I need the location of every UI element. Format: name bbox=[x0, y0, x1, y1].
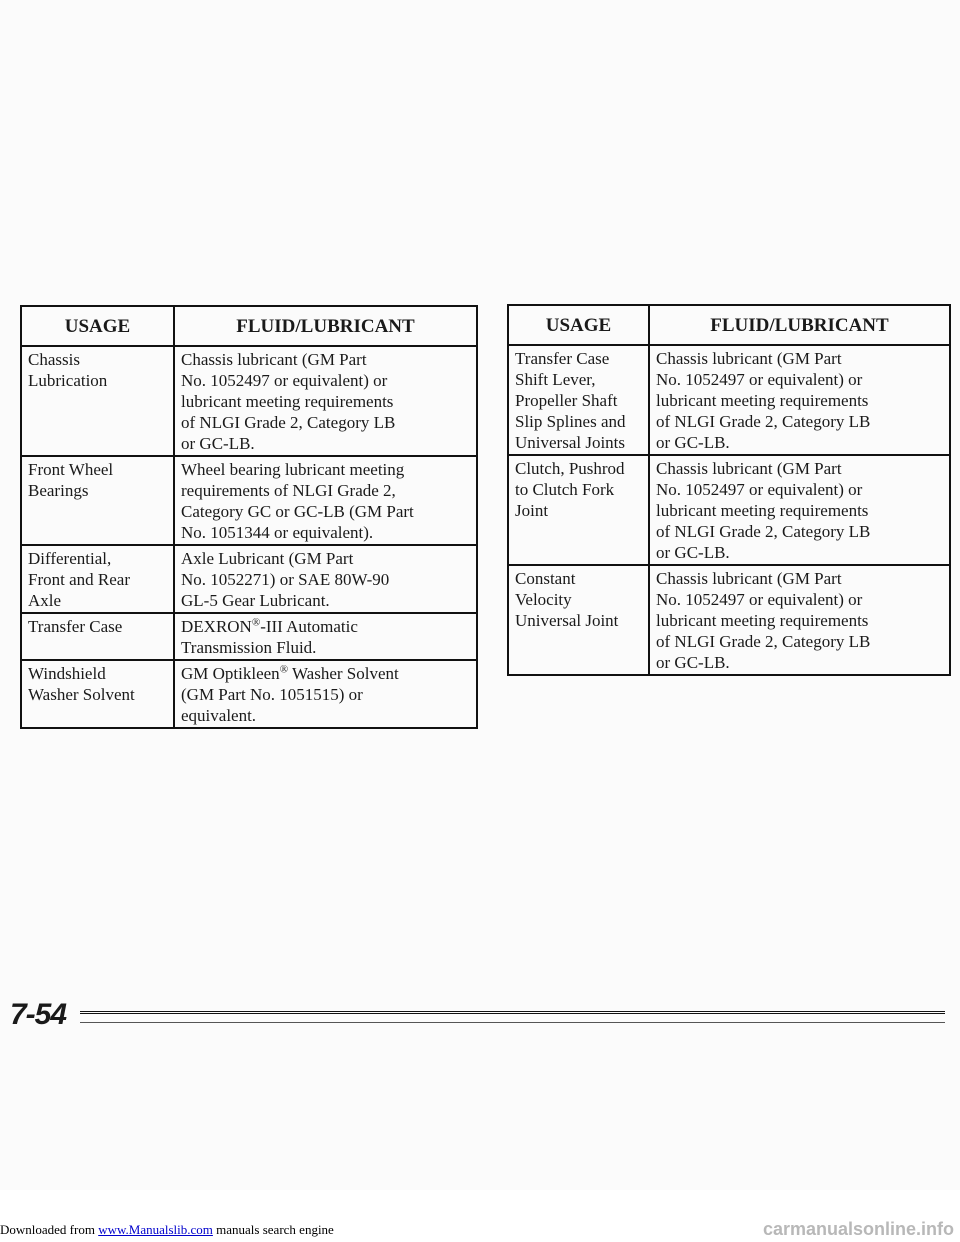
table-header-row bbox=[21, 306, 477, 346]
table-row bbox=[21, 545, 477, 613]
fluid-cell: Chassis lubricant (GM Part No. 1052497 or equivalent) or lubricant meeting requirements of NLGI Grade 2, Category LB or GC-LB. bbox=[649, 455, 950, 565]
banner-suffix: manuals search engine bbox=[212, 1222, 334, 1237]
registered-mark: ® bbox=[251, 616, 261, 629]
watermark: carmanualsonline.info bbox=[762, 1219, 954, 1239]
fluid-text-start: DEXRON bbox=[181, 617, 252, 636]
fluid-lubricant-header: FLUID/LUBRICANT bbox=[649, 305, 950, 345]
banner-prefix: Downloaded from bbox=[0, 1222, 99, 1237]
usage-cell: Differential, Front and Rear Axle bbox=[21, 545, 174, 613]
table-row bbox=[21, 613, 477, 660]
table-row bbox=[508, 565, 950, 675]
table-row bbox=[21, 346, 477, 456]
right-fluid-table bbox=[507, 304, 951, 676]
footer-rule-thin bbox=[80, 1022, 945, 1023]
page-number: 7-54 bbox=[10, 998, 67, 1031]
download-banner bbox=[0, 1222, 334, 1238]
table-row bbox=[508, 455, 950, 565]
usage-header: USAGE bbox=[508, 305, 649, 345]
table-row bbox=[21, 660, 477, 728]
usage-cell: Front Wheel Bearings bbox=[21, 456, 174, 545]
fluid-cell: Chassis lubricant (GM Part No. 1052497 or equivalent) or lubricant meeting requirements of NLGI Grade 2, Category LB or GC-LB. bbox=[649, 565, 950, 675]
fluid-cell: Chassis lubricant (GM Part No. 1052497 or equivalent) or lubricant meeting requirements of NLGI Grade 2, Category LB or GC-LB. bbox=[649, 345, 950, 455]
usage-cell: Transfer Case Shift Lever, Propeller Shaft Slip Splines and Universal Joints bbox=[508, 345, 649, 455]
fluid-cell: Wheel bearing lubricant meeting requirements of NLGI Grade 2, Category GC or GC-LB (GM Part No. 1051344 or equivalent). bbox=[174, 456, 477, 545]
usage-cell: Chassis Lubrication bbox=[21, 346, 174, 456]
usage-header: USAGE bbox=[21, 306, 174, 346]
usage-cell: Windshield Washer Solvent bbox=[21, 660, 174, 728]
fluid-cell bbox=[174, 660, 477, 728]
fluid-lubricant-header: FLUID/LUBRICANT bbox=[174, 306, 477, 346]
fluid-cell bbox=[174, 613, 477, 660]
table-row bbox=[508, 345, 950, 455]
table-row bbox=[21, 456, 477, 545]
fluid-text-end: -III Automatic Transmission Fluid. bbox=[181, 617, 358, 657]
usage-cell: Constant Velocity Universal Joint bbox=[508, 565, 649, 675]
usage-cell: Clutch, Pushrod to Clutch Fork Joint bbox=[508, 455, 649, 565]
footer-rule bbox=[80, 1011, 945, 1019]
fluid-text-end: Washer Solvent (GM Part No. 1051515) or equivalent. bbox=[181, 664, 399, 725]
manualslib-link[interactable]: www.Manualslib.com bbox=[98, 1222, 213, 1237]
fluid-text-start: GM Optikleen bbox=[181, 664, 280, 683]
usage-cell: Transfer Case bbox=[21, 613, 174, 660]
left-fluid-table bbox=[20, 305, 478, 729]
fluid-cell: Axle Lubricant (GM Part No. 1052271) or SAE 80W-90 GL-5 Gear Lubricant. bbox=[174, 545, 477, 613]
table-header-row bbox=[508, 305, 950, 345]
registered-mark: ® bbox=[279, 663, 289, 676]
fluid-cell: Chassis lubricant (GM Part No. 1052497 or equivalent) or lubricant meeting requirements of NLGI Grade 2, Category LB or GC-LB. bbox=[174, 346, 477, 456]
